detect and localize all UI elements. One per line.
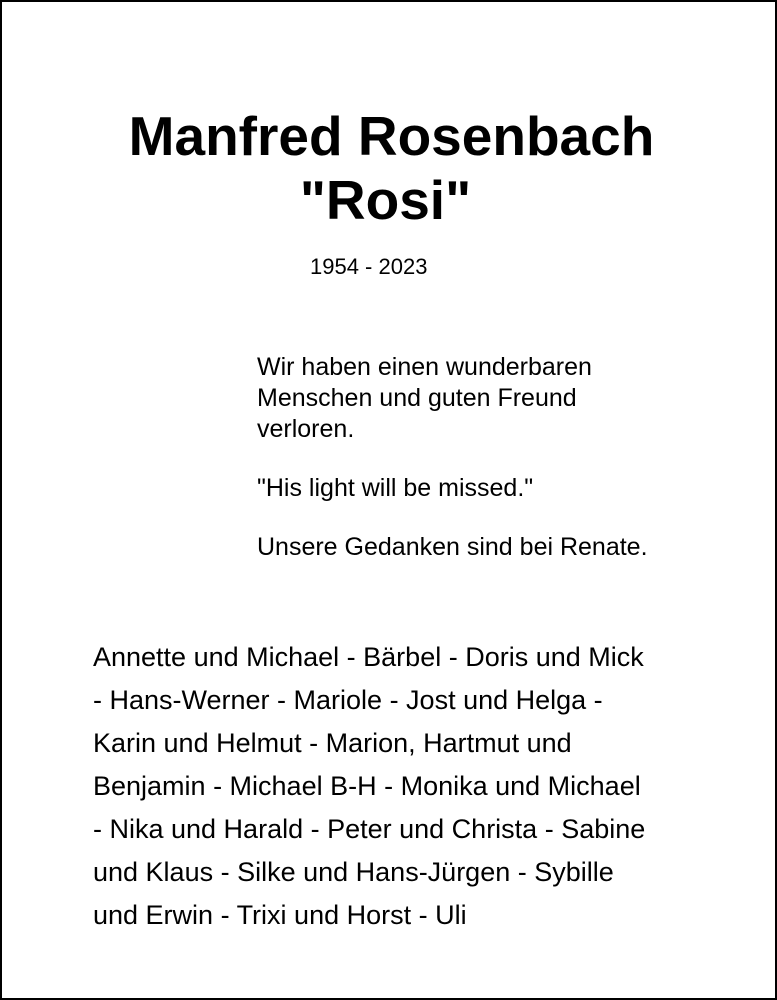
message-line: Wir haben einen wunderbaren bbox=[257, 353, 592, 381]
thoughts-line: Unsere Gedanken sind bei Renate. bbox=[257, 533, 648, 561]
mourners-line: Karin und Helmut - Marion, Hartmut und bbox=[93, 728, 572, 758]
mourners-line: Benjamin - Michael B-H - Monika und Michael bbox=[93, 771, 641, 801]
condolence-message bbox=[257, 352, 757, 563]
message-line: Menschen und guten Freund bbox=[257, 384, 577, 412]
deceased-nickname: "Rosi" bbox=[299, 169, 472, 231]
mourners-line: Annette und Michael - Bärbel - Doris und Mick bbox=[93, 642, 644, 672]
message-line: verloren. bbox=[257, 415, 355, 443]
mourners-line: und Erwin - Trixi und Horst - Uli bbox=[93, 900, 467, 930]
life-years: 1954 - 2023 bbox=[310, 254, 428, 279]
mourners-line: - Hans-Werner - Mariole - Jost und Helga - bbox=[93, 685, 603, 715]
mourners-line: und Klaus - Silke und Hans-Jürgen - Sybille bbox=[93, 857, 614, 887]
mourners-line: - Nika und Harald - Peter und Christa - Sabine bbox=[93, 814, 646, 844]
deceased-name: Manfred Rosenbach bbox=[128, 105, 655, 167]
mourners-list bbox=[93, 636, 753, 937]
quote: "His light will be missed." bbox=[257, 474, 534, 502]
